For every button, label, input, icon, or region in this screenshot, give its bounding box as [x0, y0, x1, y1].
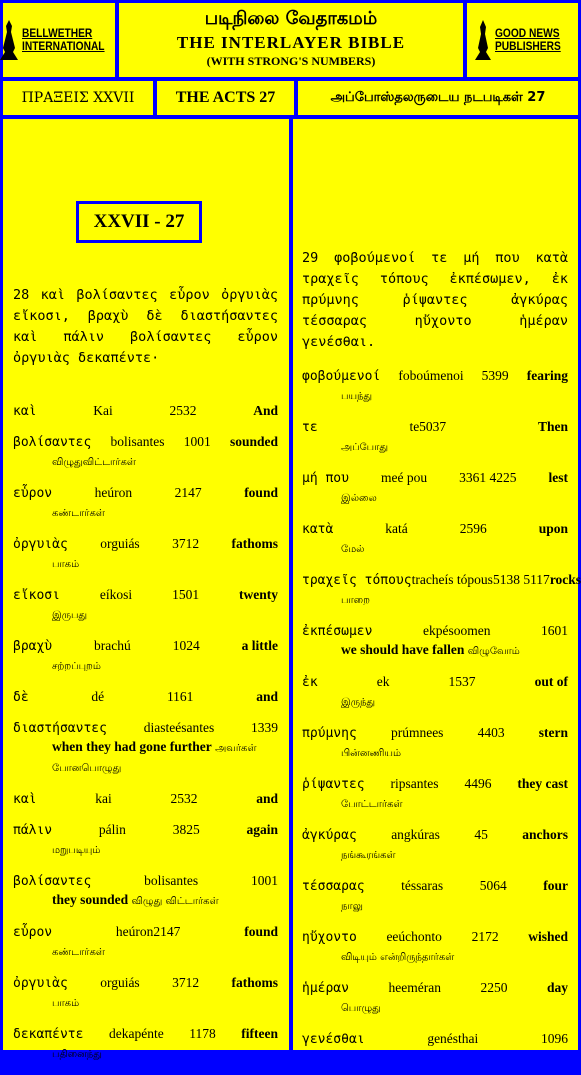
tamil-gloss: நங்கூரங்கள்: [341, 850, 396, 861]
strong-number: 1001: [251, 873, 278, 888]
bell-statue-icon: [0, 18, 20, 62]
english-book-title: THE ACTS 27: [157, 81, 294, 115]
strong-number: 2172: [471, 929, 499, 944]
tamil-gloss: பின்னணியம்: [341, 748, 402, 759]
english-gloss: Then: [537, 419, 568, 434]
english-gloss: fifteen: [241, 1026, 278, 1041]
right-word-list: [302, 366, 581, 1060]
word-entry: [302, 774, 568, 814]
greek-word: τέσσαρας: [302, 879, 365, 894]
word-entry: [13, 922, 278, 962]
word-entry: [302, 978, 568, 1018]
word-entry: [13, 820, 278, 860]
strong-number: 1537: [448, 674, 476, 689]
goodnews-logo-panel: [467, 3, 578, 77]
greek-word: δὲ: [13, 690, 29, 705]
tamil-gloss: விழுதுவிட்டார்கள்: [52, 457, 136, 468]
english-gloss: four: [543, 878, 568, 893]
transliteration: dekapénte: [108, 1026, 164, 1041]
strong-number: 1001: [183, 434, 211, 449]
logo-line-2: INTERNATIONAL: [22, 39, 105, 53]
tamil-gloss: பொழுது: [341, 1003, 381, 1014]
greek-word: ἡμέραν: [302, 981, 349, 996]
word-entry: [13, 534, 278, 574]
greek-word: γενέσθαι: [302, 1032, 365, 1047]
english-gloss: found: [244, 485, 278, 500]
english-gloss: a little: [241, 638, 278, 653]
english-gloss: upon: [538, 521, 568, 536]
tamil-gloss: போட்டார்கள்: [341, 799, 403, 810]
chapter-badge: XXVII - 27: [76, 201, 202, 243]
transliteration: ekpésoomen: [422, 623, 491, 638]
tamil-gloss: பயந்து: [341, 391, 373, 402]
english-gloss: fathoms: [231, 975, 278, 990]
transliteration: brachú: [94, 638, 131, 653]
greek-word: ῥίψαντες: [302, 777, 365, 792]
english-gloss: wished: [528, 929, 568, 944]
english-gloss: they cast: [517, 776, 568, 791]
tamil-gloss: பாறை: [341, 595, 370, 606]
strong-number: 5064: [479, 878, 507, 893]
transliteration: bolisantes: [110, 434, 165, 449]
greek-word: ὀργυιὰς: [13, 976, 68, 991]
left-word-list: [13, 401, 278, 1075]
word-entry: [302, 366, 568, 406]
transliteration: heúron2147: [115, 924, 181, 939]
transliteration: meé pou: [380, 470, 428, 485]
transliteration: orguiás: [100, 536, 140, 551]
greek-word: εἴκοσι: [13, 588, 60, 603]
greek-word: τε: [302, 420, 318, 435]
tamil-gloss: மேல்: [341, 544, 365, 555]
word-entry: [302, 1029, 568, 1049]
strong-number: 2532: [170, 791, 198, 806]
transliteration: Kai: [93, 403, 113, 418]
greek-word: βραχὺ: [13, 639, 53, 654]
strong-number: 2596: [459, 521, 487, 536]
page-title-tamil: படிநிலை வேதாகமம்: [204, 8, 378, 29]
transliteration: eíkosi: [99, 587, 133, 602]
tamil-gloss: அவர்கள் போனபொழுது: [52, 743, 257, 774]
english-gloss: we should have fallen: [341, 642, 465, 657]
tamil-gloss: பாகம்: [52, 559, 80, 570]
word-entry: [302, 621, 568, 661]
transliteration: téssaras: [401, 878, 444, 893]
tamil-gloss: சற்றப்புறம்: [52, 661, 101, 672]
english-gloss: twenty: [238, 587, 278, 602]
strong-number: 1024: [172, 638, 200, 653]
english-gloss: anchors: [522, 827, 568, 842]
greek-word: πάλιν: [13, 823, 53, 838]
transliteration: kai: [95, 791, 112, 806]
english-gloss: again: [246, 822, 278, 837]
strong-number: 4496: [464, 776, 492, 791]
greek-word: βολίσαντες: [13, 874, 92, 889]
tamil-book-title: அப்போஸ்தலருடைய நடபடிகள் 27: [298, 81, 578, 115]
transliteration: foboúmenoi: [398, 368, 464, 383]
greek-word: ἐκ: [302, 675, 318, 690]
logo-line-1: GOOD NEWS: [494, 26, 560, 40]
tamil-gloss: இருந்து: [341, 697, 376, 708]
greek-word: ὀργυιὰς: [13, 537, 68, 552]
word-entry: [13, 636, 278, 676]
transliteration: genésthai: [427, 1031, 479, 1046]
strong-number: 3825: [172, 822, 200, 837]
strong-number: 2532: [169, 403, 197, 418]
word-entry: [302, 570, 581, 610]
english-gloss: stern: [538, 725, 568, 740]
word-entry: [13, 973, 278, 1013]
transliteration: prúmnees: [390, 725, 444, 740]
tamil-gloss: அப்போது: [341, 442, 388, 453]
english-gloss: and: [256, 689, 278, 704]
transliteration: orguiás: [100, 975, 140, 990]
transliteration: tracheís tópous: [411, 572, 493, 587]
tamil-gloss: நாலு: [341, 901, 363, 912]
strong-number: 1096: [540, 1031, 568, 1046]
english-gloss: rocks: [549, 572, 581, 587]
word-entry: [302, 723, 568, 763]
word-entry: [13, 401, 278, 421]
greek-word: εὗρον: [13, 925, 53, 940]
transliteration: ripsantes: [390, 776, 439, 791]
strong-number: 4403: [477, 725, 505, 740]
transliteration: eeúchonto: [386, 929, 442, 944]
word-entry: [13, 871, 278, 911]
transliteration: diasteésantes: [143, 720, 215, 735]
greek-word: κατὰ: [302, 522, 334, 537]
strong-number: 2147: [174, 485, 202, 500]
greek-word: ἐκπέσωμεν: [302, 624, 373, 639]
english-gloss: And: [253, 403, 278, 418]
strong-number: 1501: [172, 587, 200, 602]
word-entry: [13, 432, 278, 472]
tamil-gloss: பதினைந்து: [52, 1049, 102, 1060]
greek-word: δεκαπέντε: [13, 1027, 84, 1042]
word-entry: [13, 585, 278, 625]
greek-word: εὗρον: [13, 486, 53, 501]
greek-book-title: ΠΡΑΞΕΙΣ XXVII: [3, 81, 153, 115]
word-entry: [13, 483, 278, 523]
tamil-gloss: விடியும் என்றிருந்தார்கள்: [341, 952, 455, 963]
greek-word: ἀγκύρας: [302, 828, 357, 843]
tamil-gloss: விழுவோம்: [467, 646, 520, 657]
word-entry: [302, 927, 568, 967]
greek-word: πρύμνης: [302, 726, 357, 741]
greek-word: φοβούμενοί: [302, 369, 381, 384]
strong-number: 2250: [480, 980, 508, 995]
transliteration: angkúras: [391, 827, 440, 842]
english-gloss: found: [244, 924, 278, 939]
title-panel: [119, 3, 463, 77]
strong-number: 1601: [541, 623, 568, 638]
page-subtitle: (WITH STRONG'S NUMBERS): [206, 54, 376, 68]
word-entry: [302, 825, 568, 865]
word-entry: [302, 417, 568, 457]
tamil-gloss: இருபது: [52, 610, 88, 621]
transliteration: pálin: [98, 822, 126, 837]
word-entry: [13, 687, 278, 707]
logo-line-1: BELLWETHER: [22, 26, 93, 40]
tamil-gloss: கண்டார்கள்: [52, 508, 105, 519]
verse-29-text: 29 φοβούμενοί τε μή που κατὰ τραχεῖς τόπους ἐκπέσωμεν, ἐκ πρύμνης ῥίψαντες ἀγκύρας τέσσαρας ηὔχοντο ἡμέραν γενέσθαι.: [302, 250, 568, 350]
bellwether-logo-panel: [3, 3, 115, 77]
english-gloss: fathoms: [231, 536, 278, 551]
strong-number: 3712: [172, 536, 200, 551]
goodnews-logo: [473, 18, 572, 62]
strong-number: 5138 5117: [492, 572, 550, 587]
strong-number: 45: [474, 827, 488, 842]
word-entry: [302, 876, 568, 916]
english-gloss: fearing: [526, 368, 568, 383]
page-title: THE INTERLAYER BIBLE: [176, 33, 406, 52]
strong-number: 1339: [251, 720, 278, 735]
transliteration: katá: [385, 521, 408, 536]
word-entry: [302, 672, 568, 712]
tamil-gloss: பாகம்: [52, 998, 80, 1009]
english-gloss: out of: [534, 674, 568, 689]
tamil-gloss: இல்லை: [341, 493, 377, 504]
strong-number: 1178: [189, 1026, 216, 1041]
word-entry: [13, 1024, 278, 1064]
strong-number: 3361 4225: [459, 470, 517, 485]
greek-word: διαστήσαντες: [13, 721, 107, 736]
english-gloss: lest: [548, 470, 568, 485]
english-gloss: they sounded: [52, 892, 129, 907]
word-entry: [302, 468, 568, 508]
strong-number: 5399: [481, 368, 509, 383]
strong-number: 3712: [172, 975, 200, 990]
logo-line-2: PUBLISHERS: [494, 39, 561, 53]
verse-28-text: 28 καὶ βολίσαντες εὗρον ὀργυιὰς εἴκοσι, βραχὺ δὲ διαστήσαντες καὶ πάλιν βολίσαντες εὗρον ὀργυιὰς δεκαπέντε·: [13, 287, 278, 366]
transliteration: ek: [376, 674, 390, 689]
greek-word: μή που: [302, 471, 349, 486]
english-gloss: when they had gone further: [52, 739, 212, 754]
english-gloss: sounded: [229, 434, 278, 449]
greek-word: βολίσαντες: [13, 435, 92, 450]
word-entry: [13, 718, 278, 778]
english-gloss: and: [256, 791, 278, 806]
statue-icon: [473, 18, 493, 62]
word-entry: [13, 789, 278, 809]
transliteration: heúron: [94, 485, 133, 500]
transliteration: te5037: [409, 419, 447, 434]
transliteration: dé: [91, 689, 105, 704]
greek-word: καὶ: [13, 792, 37, 807]
bellwether-logo: [0, 18, 120, 62]
greek-word: ηὔχοντο: [302, 930, 357, 945]
transliteration: bolisantes: [144, 873, 199, 888]
tamil-gloss: கண்டார்கள்: [52, 947, 105, 958]
english-gloss: day: [546, 980, 568, 995]
strong-number: 1161: [166, 689, 194, 704]
transliteration: heeméran: [388, 980, 441, 995]
greek-word: καὶ: [13, 404, 37, 419]
tamil-gloss: மறுபடியும்: [52, 845, 101, 856]
greek-word: τραχεῖς τόπους: [302, 573, 412, 588]
word-entry: [302, 519, 568, 559]
tamil-gloss: விழுது விட்டார்கள்: [131, 896, 219, 907]
